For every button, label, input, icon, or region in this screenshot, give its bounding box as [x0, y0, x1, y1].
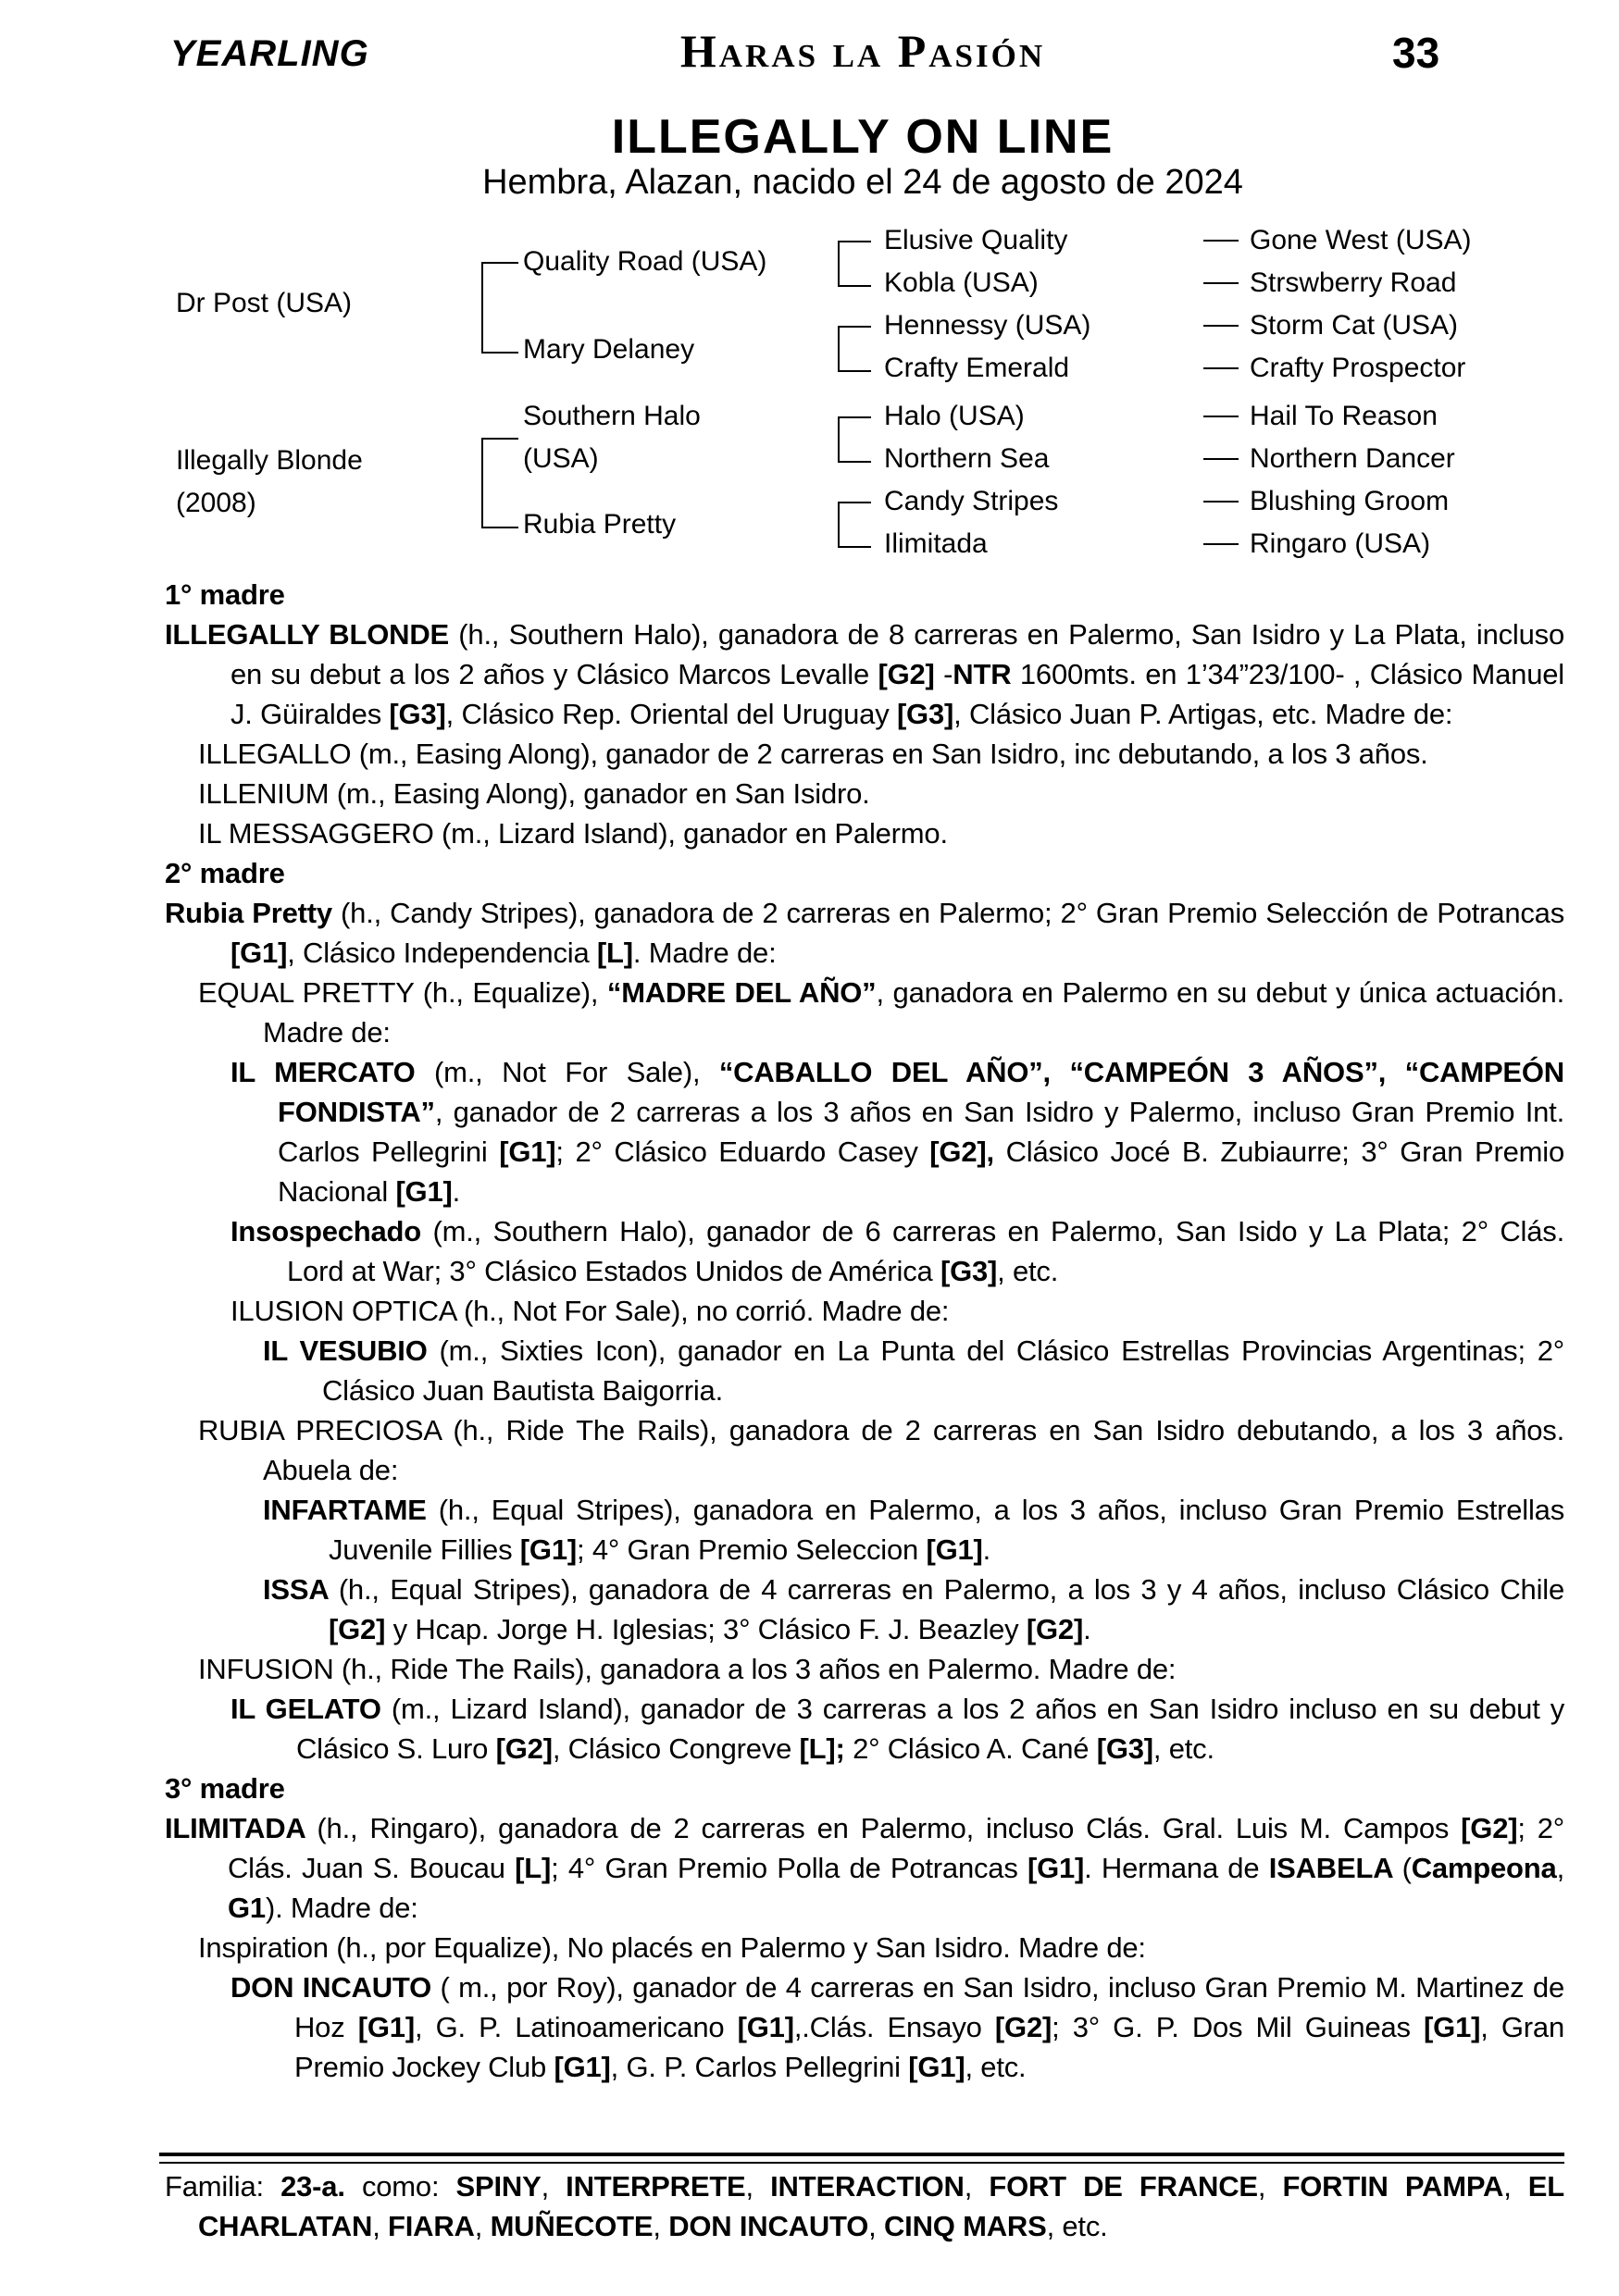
bold-text-run: [G3] [940, 1255, 998, 1287]
bold-text-run: [G1] [519, 1533, 577, 1566]
bold-text-run: [G1] [1424, 2011, 1481, 2043]
bold-text-run: [G1] [395, 1175, 453, 1208]
section-heading: 3° madre [165, 1772, 285, 1805]
bold-text-run: ISABELA [1268, 1852, 1402, 1884]
text-run: ; 2° Clás. Juan S. Boucau [228, 1812, 1564, 1884]
text-run: RUBIA PRECIOSA (h., Ride The Rails), ganadora de 2 carreras en San Isidro debutando, a los 3 años. Abuela de: [198, 1414, 1564, 1486]
text-run: , [653, 2210, 669, 2242]
pedigree-paragraph [165, 1808, 1564, 1928]
pedigree-name-gen2: Southern Halo (USA) [523, 401, 701, 474]
section-heading: 1° madre [165, 578, 285, 611]
text-run: (m., Not For Sale), [434, 1056, 719, 1088]
text-run: , [868, 2210, 884, 2242]
text-run: 2° Clásico A. Cané [844, 1732, 1097, 1765]
bold-text-run: [G2] [1026, 1613, 1084, 1645]
text-run: , G. P. Carlos Pellegrini [610, 2051, 909, 2083]
bold-text-run: [L] [596, 937, 633, 969]
text-run: , G. P. Latinoamericano [414, 2011, 738, 2043]
text-run: , etc. [1152, 1732, 1214, 1765]
horse-description: Hembra, Alazan, nacido el 24 de agosto de 2024 [482, 163, 1243, 202]
bold-text-run: ILLEGALLY BLONDE [165, 618, 459, 651]
family-note [165, 2166, 1564, 2246]
dash-line [1203, 282, 1239, 284]
dam-name: Illegally Blonde (2008) [176, 445, 363, 518]
pedigree-paragraph [165, 1928, 1564, 1967]
text-run: y Hcap. Jorge H. Iglesias; 3° Clásico F. J. Beazley [385, 1613, 1027, 1645]
text-run: ; 2° Clásico Eduardo Casey [555, 1136, 930, 1168]
text-run: (h., Southern Halo), ganadora de 8 carreras en Palermo, San Isidro y La Plata, incluso en su debut a los 2 años y Clásico Marcos Levalle [230, 618, 1564, 690]
bold-text-run: IL GELATO [230, 1693, 392, 1725]
pedigree-paragraph [165, 973, 1564, 1052]
bold-text-run: [G1] [554, 2051, 611, 2083]
bold-text-run: MUÑECOTE [490, 2210, 654, 2242]
bold-text-run: Insospechado [230, 1215, 433, 1247]
bracket-line [481, 438, 518, 528]
bold-text-run: [G2] [878, 658, 944, 690]
dash-line [1203, 240, 1239, 242]
pedigree-name-gen4: Storm Cat (USA) [1250, 310, 1459, 341]
bold-text-run: [G2], [929, 1136, 994, 1168]
dash-line [1203, 543, 1239, 545]
pedigree-name-gen4: Blushing Groom [1250, 486, 1450, 516]
bold-text-run: [G1] [926, 1533, 983, 1566]
footer-divider-thin [159, 2162, 1564, 2164]
pedigree-name-gen3: Ilimitada [884, 528, 988, 559]
pedigree-paragraph [165, 1331, 1564, 1410]
text-run: , ganador de 2 carreras a los 3 años en San Isidro y Palermo, incluso Gran Premio Int. Carlos Pellegrini [278, 1096, 1564, 1168]
dash-line [1203, 458, 1239, 460]
bold-text-run: NTR [953, 658, 1020, 690]
bold-text-run: [G1] [499, 1136, 556, 1168]
text-run: ILLEGALLO (m., Easing Along), ganador de 2 carreras en San Isidro, inc debutando, a los 3 años. [198, 738, 1428, 770]
pedigree-name-gen4: Ringaro (USA) [1250, 528, 1431, 559]
text-run: (h., Candy Stripes), ganadora de 2 carreras en Palermo; 2° Gran Premio Selección de Potrancas [341, 897, 1565, 929]
pedigree-name-gen4: Gone West (USA) [1250, 225, 1472, 255]
bold-text-run: ILIMITADA [165, 1812, 318, 1844]
text-run: (m., Lizard Island), ganador de 3 carreras a los 2 años en San Isidro incluso en su debut y Clásico S. Luro [296, 1693, 1564, 1765]
bold-text-run: Campeona [1411, 1852, 1557, 1884]
bracket-line [481, 262, 518, 354]
pedigree-paragraph [165, 614, 1564, 734]
bold-text-run: EL CHARLATAN [198, 2170, 1565, 2242]
bold-text-run: [L] [515, 1852, 552, 1884]
text-run: ). Madre de: [265, 1892, 418, 1924]
text-run: ,.Clás. Ensayo [793, 2011, 995, 2043]
bold-text-run: INTERACTION [770, 2170, 965, 2203]
text-run: ; 3° G. P. Dos Mil Guineas [1052, 2011, 1425, 2043]
pedigree-paragraph [165, 1649, 1564, 1689]
text-run: como: [361, 2170, 456, 2203]
text-run: , etc. [997, 1255, 1059, 1287]
bold-text-run: INTERPRETE [566, 2170, 746, 2203]
bold-text-run: [G1] [1027, 1852, 1085, 1884]
pedigree-name-gen3: Hennessy (USA) [884, 310, 1091, 341]
bold-text-run: Rubia Pretty [165, 897, 342, 929]
bracket-line [838, 416, 871, 463]
dash-line [1203, 416, 1239, 417]
pedigree-name-gen2: Mary Delaney [523, 334, 695, 365]
text-run: Familia: [165, 2170, 281, 2203]
text-run: , [1257, 2170, 1283, 2203]
bold-text-run: FIARA [388, 2210, 475, 2242]
pedigree-name-gen3: Elusive Quality [884, 225, 1068, 255]
bold-text-run: IL VESUBIO [263, 1334, 440, 1367]
text-run: ( [1401, 1852, 1412, 1884]
text-run: , ganadora en Palermo en su debut y única actuación. Madre de: [263, 976, 1564, 1049]
footer-divider [159, 2153, 1564, 2156]
text-run: , [1503, 2170, 1528, 2203]
bold-text-run: 23-a. [280, 2170, 362, 2203]
section-heading: 2° madre [165, 857, 285, 889]
text-run: , [372, 2210, 389, 2242]
dash-line [1203, 367, 1239, 369]
bold-text-run: “CABALLO DEL AÑO”, “CAMPEÓN 3 AÑOS”, “CAMPEÓN FONDISTA” [278, 1056, 1564, 1128]
text-run: 1600mts. en 1’34”23/100- , Clásico Manuel J. Güiraldes [230, 658, 1564, 730]
text-run: (m., Southern Halo), ganador de 6 carreras en Palermo, San Isido y La Plata; 2° Clás. Lord at War; 3° Clásico Estados Unidos de América [287, 1215, 1564, 1287]
bold-text-run: FORTIN PAMPA [1282, 2170, 1504, 2203]
text-run: ; 4° Gran Premio Seleccion [577, 1533, 927, 1566]
text-run: . [452, 1175, 461, 1208]
text-run: . Madre de: [632, 937, 777, 969]
text-run: , [1556, 1852, 1564, 1884]
bold-text-run: [G3] [896, 698, 954, 730]
text-run: INFUSION (h., Ride The Rails), ganadora a los 3 años en Palermo. Madre de: [198, 1653, 1177, 1685]
text-run: , Clásico Independencia [287, 937, 597, 969]
pedigree-paragraph [165, 1410, 1564, 1490]
bold-text-run: ISSA [263, 1573, 339, 1606]
bold-text-run: [G1] [908, 2051, 965, 2083]
pedigree-name-gen2: Quality Road (USA) [523, 246, 767, 277]
pedigree-name-gen3: Crafty Emerald [884, 353, 1070, 383]
pedigree-name-gen3: Northern Sea [884, 443, 1050, 474]
bold-text-run: “MADRE DEL AÑO” [606, 976, 877, 1009]
pedigree-name-gen4: Strswberry Road [1250, 267, 1457, 298]
farm-name: Haras la Pasión [679, 25, 1046, 77]
text-run: , [745, 2170, 771, 2203]
text-run: (h., Equal Stripes), ganadora de 4 carreras en Palermo, a los 3 y 4 años, incluso Clásico Chile [338, 1573, 1564, 1606]
bracket-line [838, 502, 871, 548]
bold-text-run: [G2] [329, 1613, 386, 1645]
text-run: . Hermana de [1084, 1852, 1269, 1884]
text-run: ILUSION OPTICA (h., Not For Sale), no corrió. Madre de: [230, 1295, 950, 1327]
bold-text-run: DON INCAUTO [230, 1971, 441, 2004]
text-run: ( m., por Roy), ganador de 4 carreras en San Isidro, incluso Gran Premio M. Martinez de Hoz [294, 1971, 1564, 2043]
pedigree-name-gen4: Crafty Prospector [1250, 353, 1466, 383]
pedigree-name-gen3: Halo (USA) [884, 401, 1025, 431]
text-run: (h., Ringaro), ganadora de 2 carreras en Palermo, incluso Clás. Gral. Luis M. Campos [317, 1812, 1462, 1844]
pedigree-name-gen2: Rubia Pretty [523, 509, 677, 540]
page-number: 33 [1392, 29, 1440, 77]
dash-line [1203, 501, 1239, 503]
bold-text-run: DON INCAUTO [668, 2210, 869, 2242]
bold-text-run: [G2] [994, 2011, 1052, 2043]
dash-line [1203, 325, 1239, 327]
text-run: , Clásico Congreve [552, 1732, 800, 1765]
text-run: , etc. [1046, 2210, 1108, 2242]
bracket-line [838, 326, 871, 372]
text-run: , [541, 2170, 567, 2203]
text-run: , Gran Premio Jockey Club [294, 2011, 1564, 2083]
pedigree-paragraph [165, 893, 1564, 973]
pedigree-paragraph [165, 1967, 1564, 2087]
pedigree-paragraph [165, 1211, 1564, 1291]
text-run: , [474, 2210, 491, 2242]
text-run: , etc. [965, 2051, 1027, 2083]
bold-text-run: [G2] [495, 1732, 553, 1765]
pedigree-name-gen4: Hail To Reason [1250, 401, 1438, 431]
sire-name: Dr Post (USA) [176, 288, 353, 318]
pedigree-name-gen3: Candy Stripes [884, 486, 1059, 516]
pedigree-paragraph [165, 1570, 1564, 1649]
bold-text-run: [G1] [357, 2011, 415, 2043]
pedigree-text [165, 575, 1564, 2087]
text-run: , Clásico Juan P. Artigas, etc. Madre de: [953, 698, 1453, 730]
bold-text-run: [G3] [1096, 1732, 1153, 1765]
bold-text-run: G1 [228, 1892, 266, 1924]
text-run: - [943, 658, 953, 690]
text-run: IL MESSAGGERO (m., Lizard Island), ganador en Palermo. [198, 817, 948, 850]
text-run: , Clásico Rep. Oriental del Uruguay [445, 698, 897, 730]
text-run: ILLENIUM (m., Easing Along), ganador en San Isidro. [198, 777, 870, 810]
pedigree-name-gen4: Northern Dancer [1250, 443, 1455, 474]
pedigree-paragraph [165, 813, 1564, 853]
text-run: ; 4° Gran Premio Polla de Potrancas [551, 1852, 1027, 1884]
horse-name-title: ILLEGALLY ON LINE [611, 110, 1115, 164]
pedigree-paragraph [165, 1689, 1564, 1769]
text-run: . [1083, 1613, 1091, 1645]
text-run: Inspiration (h., por Equalize), No placés en Palermo y San Isidro. Madre de: [198, 1931, 1146, 1964]
breed-label: YEARLING [170, 33, 369, 74]
text-run: Clásico Jocé B. Zubiaurre; 3° Gran Premio Nacional [278, 1136, 1564, 1208]
text-run: . [982, 1533, 991, 1566]
bold-text-run: IL MERCATO [230, 1056, 435, 1088]
bold-text-run: SPINY [455, 2170, 542, 2203]
text-run: EQUAL PRETTY (h., Equalize), [198, 976, 607, 1009]
bracket-line [838, 241, 871, 287]
pedigree-paragraph [165, 1052, 1564, 1211]
bold-text-run: CINQ MARS [883, 2210, 1047, 2242]
bold-text-run: [G2] [1461, 1812, 1518, 1844]
pedigree-paragraph [165, 774, 1564, 813]
pedigree-paragraph [165, 1490, 1564, 1570]
bold-text-run: FORT DE FRANCE [989, 2170, 1258, 2203]
bold-text-run: [G3] [389, 698, 446, 730]
text-run: , [964, 2170, 990, 2203]
pedigree-paragraph [165, 1291, 1564, 1331]
bold-text-run: [G1] [737, 2011, 794, 2043]
bold-text-run: INFARTAME [263, 1494, 439, 1526]
bold-text-run: [G1] [230, 937, 288, 969]
text-run: (m., Sixties Icon), ganador en La Punta del Clásico Estrellas Provincias Argentinas; 2° Clásico Juan Bautista Baigorria. [322, 1334, 1565, 1407]
pedigree-name-gen3: Kobla (USA) [884, 267, 1039, 298]
bold-text-run: [L]; [799, 1732, 845, 1765]
pedigree-paragraph [165, 734, 1564, 774]
text-run: (h., Equal Stripes), ganadora en Palermo, a los 3 años, incluso Gran Premio Estrellas Juvenile Fillies [329, 1494, 1564, 1566]
